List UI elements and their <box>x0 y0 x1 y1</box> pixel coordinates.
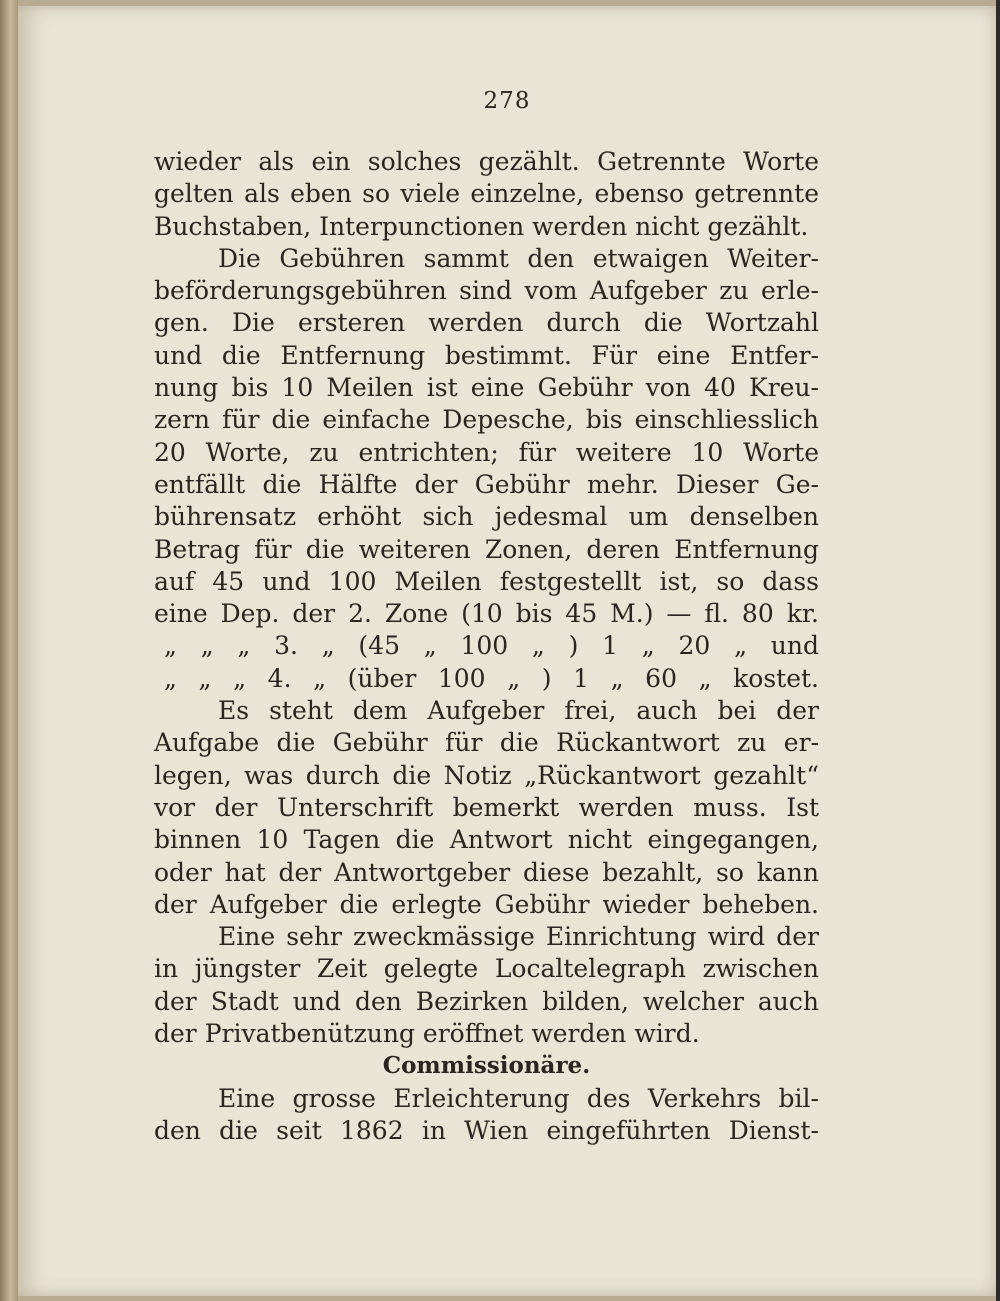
text-line: entfällt die Hälfte der Gebühr mehr. Dieser Ge- <box>154 469 819 499</box>
text-line: Eine sehr zweckmässige Einrichtung wird der <box>218 922 819 952</box>
text-line: der Stadt und den Bezirken bilden, welcher auch <box>154 986 819 1016</box>
text-line: der Aufgeber die erlegte Gebühr wieder beheben. <box>154 889 819 919</box>
text-line: den die seit 1862 in Wien eingeführten Dienst- <box>154 1115 819 1145</box>
text-line: Eine grosse Erleichterung des Verkehrs bil- <box>218 1083 819 1113</box>
text-line: oder hat der Antwortgeber diese bezahlt, so kann <box>154 857 819 887</box>
text-line: Aufgabe die Gebühr für die Rückantwort zu er- <box>154 728 819 758</box>
text-line: „ „ „ 4. „ (über 100 „ ) 1 „ 60 „ kostet. <box>164 663 819 693</box>
text-line: beförderungsgebühren sind vom Aufgeber zu erle- <box>154 276 819 306</box>
text-line: legen, was durch die Notiz „Rückantwort gezahlt“ <box>154 760 819 790</box>
section-heading: Commissionäre. <box>382 1052 591 1080</box>
page-right-edge <box>996 0 1000 1301</box>
text-line: „ „ „ 3. „ (45 „ 100 „ ) 1 „ 20 „ und <box>164 631 819 661</box>
text-line: und die Entfernung bestimmt. Für eine Entfer- <box>154 340 819 370</box>
text-line: vor der Unterschrift bemerkt werden muss. Ist <box>154 792 819 822</box>
text-line: auf 45 und 100 Meilen festgestellt ist, so dass <box>154 566 819 596</box>
text-line: der Privatbenützung eröffnet werden wird. <box>154 1019 700 1049</box>
text-line: zern für die einfache Depesche, bis einschliesslich <box>154 405 819 435</box>
text-line: in jüngster Zeit gelegte Localtelegraph zwischen <box>154 954 819 984</box>
text-line: gen. Die ersteren werden durch die Wortzahl <box>154 308 819 338</box>
text-line: Die Gebühren sammt den etwaigen Weiter- <box>218 243 819 273</box>
text-line: Buchstaben, Interpunctionen werden nicht gezählt. <box>154 211 809 241</box>
text-line: gelten als eben so viele einzelne, ebenso getrennte <box>154 179 819 209</box>
text-line: Es steht dem Aufgeber frei, auch bei der <box>218 696 819 726</box>
text-line: Betrag für die weiteren Zonen, deren Entfernung <box>154 534 819 564</box>
text-line: nung bis 10 Meilen ist eine Gebühr von 40 Kreu- <box>154 373 819 403</box>
text-line: wieder als ein solches gezählt. Getrennte Worte <box>154 147 819 176</box>
text-line: bührensatz erhöht sich jedesmal um denselben <box>154 502 819 532</box>
page-binding-edge <box>0 0 18 1301</box>
text-line: 20 Worte, zu entrichten; für weitere 10 Worte <box>154 437 819 467</box>
book-page <box>18 6 996 1296</box>
page-number: 278 <box>483 88 531 114</box>
page-body <box>154 146 819 1147</box>
text-line: eine Dep. der 2. Zone (10 bis 45 M.) — fl. 80 kr. <box>154 599 819 629</box>
text-line: binnen 10 Tagen die Antwort nicht eingegangen, <box>154 825 819 855</box>
